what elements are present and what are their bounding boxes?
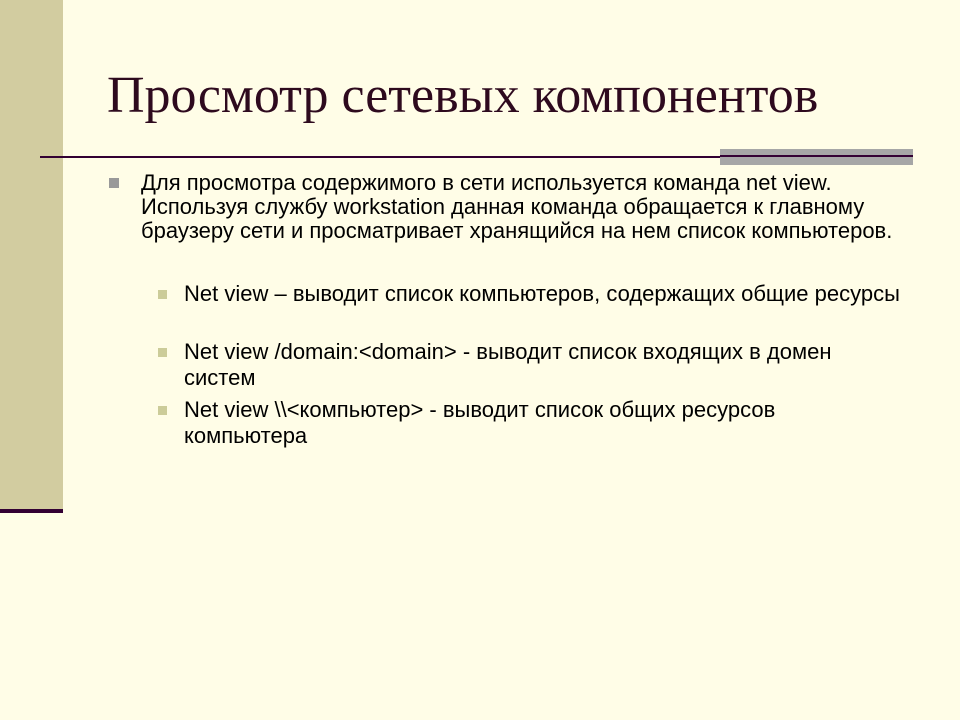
square-bullet-icon [109, 178, 119, 188]
slide-title: Просмотр сетевых компонентов [107, 67, 819, 124]
square-bullet-icon [158, 348, 167, 357]
left-decor-bar-underline [0, 509, 63, 513]
sub-bullet-text: Net view \\<компьютер> - выводит список общих ресурсов компьютера [184, 397, 776, 448]
sub-bullet-text: Net view /domain:<domain> - выводит список входящих в домен систем [184, 339, 832, 390]
square-bullet-icon [158, 406, 167, 415]
square-bullet-icon [158, 290, 167, 299]
left-decor-bar [0, 0, 63, 512]
main-bullet-text: Для просмотра содержимого в сети используется команда net view. Используя службу workstation данная команда обращается к главному браузеру сети и просматривает хранящийся на нем список компьютеров. [141, 170, 893, 243]
title-rule-accent [720, 149, 913, 165]
sub-bullet-text: Net view – выводит список компьютеров, содержащих общие ресурсы [184, 281, 900, 306]
